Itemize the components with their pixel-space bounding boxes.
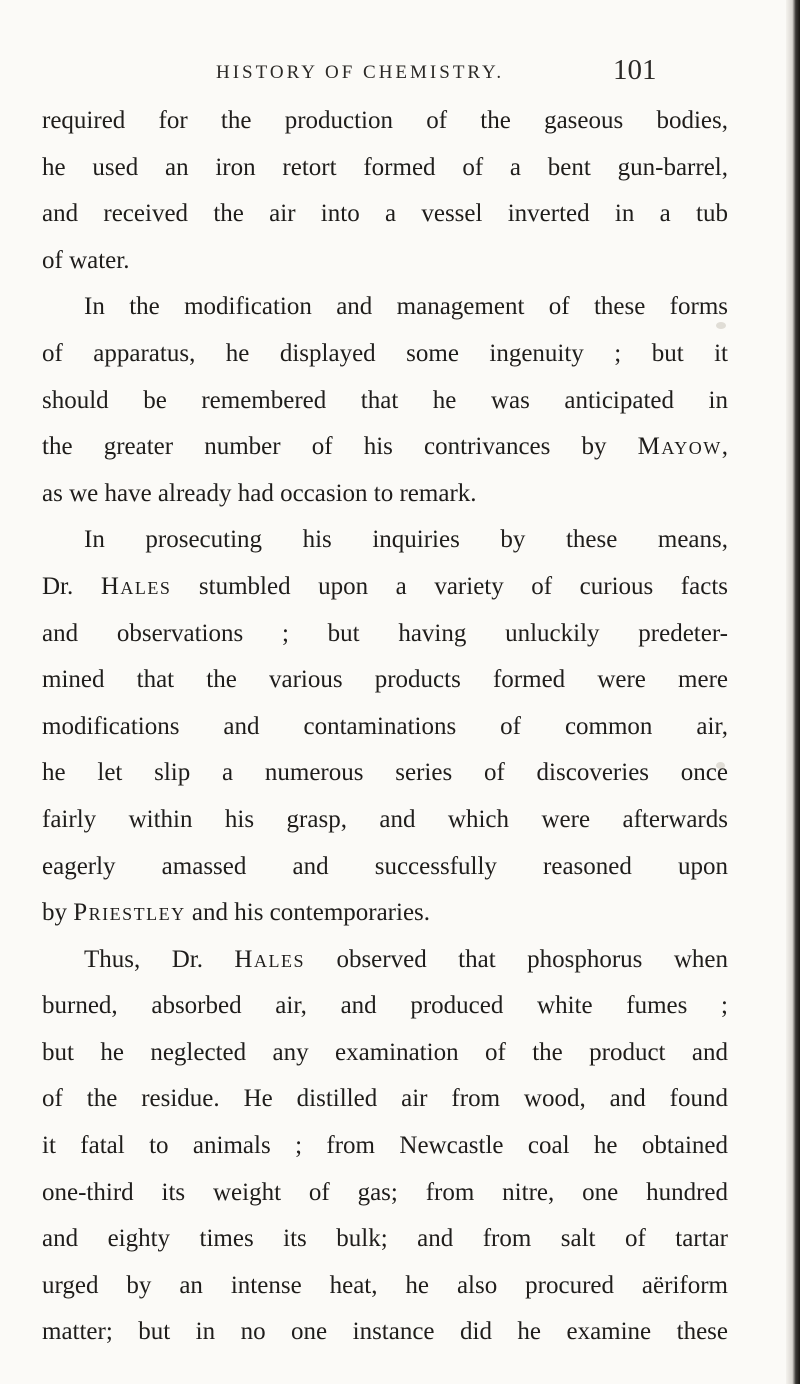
body-text	[42, 98, 728, 1356]
text-line	[42, 611, 728, 658]
text-line	[42, 1263, 728, 1310]
text-segment: fairly within his grasp, and which were afterwards	[42, 805, 728, 833]
text-line	[42, 983, 728, 1030]
text-line	[42, 284, 728, 331]
text-line	[42, 890, 728, 937]
author-name: Hales	[100, 572, 172, 600]
text-line	[42, 704, 728, 751]
text-line	[42, 657, 728, 704]
text-segment: Thus, Dr.	[84, 945, 235, 973]
text-segment: and observations ; but having unluckily predeter-	[42, 619, 728, 647]
text-line	[42, 191, 728, 238]
page-header	[0, 52, 786, 92]
text-segment: of water.	[42, 246, 130, 274]
text-line	[42, 98, 728, 145]
text-line	[42, 750, 728, 797]
text-line	[42, 378, 728, 425]
text-segment: and received the air into a vessel inverted in a tub	[42, 200, 728, 228]
author-name: Priestley	[73, 899, 186, 927]
text-segment: it fatal to animals ; from Newcastle coal he obtained	[42, 1132, 728, 1160]
text-line	[42, 564, 728, 611]
text-segment: he let slip a numerous series of discoveries once	[42, 759, 728, 787]
text-line	[42, 1076, 728, 1123]
text-line	[42, 1030, 728, 1077]
text-line	[42, 145, 728, 192]
text-segment: eagerly amassed and successfully reasoned upon	[42, 852, 728, 880]
text-segment: of apparatus, he displayed some ingenuity ; but it	[42, 339, 728, 367]
text-segment: of the residue. He distilled air from wood, and found	[42, 1085, 728, 1113]
text-line	[42, 424, 728, 471]
text-segment: urged by an intense heat, he also procured aëriform	[42, 1271, 728, 1299]
author-name: Mayow	[637, 433, 722, 461]
page-edge-shadow	[786, 0, 800, 1384]
text-line	[42, 471, 728, 518]
text-segment: one-third its weight of gas; from nitre, one hundred	[42, 1178, 728, 1206]
author-name: Hales	[234, 945, 305, 973]
text-segment: and eighty times its bulk; and from salt of tartar	[42, 1225, 728, 1253]
text-segment: burned, absorbed air, and produced white fumes ;	[42, 992, 728, 1020]
text-segment: required for the production of the gaseous bodies,	[42, 107, 728, 134]
text-segment: mined that the various products formed were mere	[42, 666, 728, 694]
text-line	[42, 937, 728, 984]
text-line	[42, 1170, 728, 1217]
text-segment: but he neglected any examination of the product and	[42, 1038, 728, 1066]
text-line	[42, 331, 728, 378]
text-segment: the greater number of his contrivances by	[42, 433, 638, 461]
text-segment: observed that phosphorus when	[304, 945, 728, 973]
running-head: HISTORY OF CHEMISTRY.	[216, 62, 505, 83]
text-line	[42, 1123, 728, 1170]
text-segment: stumbled upon a variety of curious facts	[171, 572, 728, 600]
page-number: 101	[613, 54, 657, 86]
text-line	[42, 238, 728, 285]
text-line	[42, 517, 728, 564]
text-line	[42, 1216, 728, 1263]
text-segment: modifications and contaminations of common air,	[42, 712, 728, 740]
text-line	[42, 797, 728, 844]
text-line	[42, 844, 728, 891]
text-segment: he used an iron retort formed of a bent gun-barrel,	[42, 153, 728, 181]
text-segment: Dr.	[42, 572, 101, 600]
text-segment: matter; but in no one instance did he examine these	[42, 1318, 728, 1346]
text-segment: In prosecuting his inquiries by these means,	[84, 526, 728, 554]
text-segment: should be remembered that he was anticipated in	[42, 386, 728, 414]
text-segment: ,	[721, 433, 728, 461]
text-segment: and his contemporaries.	[185, 899, 431, 927]
text-segment: by	[42, 899, 74, 927]
text-segment: as we have already had occasion to remark.	[42, 479, 477, 507]
text-segment: In the modification and management of these forms	[84, 293, 728, 321]
text-line	[42, 1309, 728, 1356]
